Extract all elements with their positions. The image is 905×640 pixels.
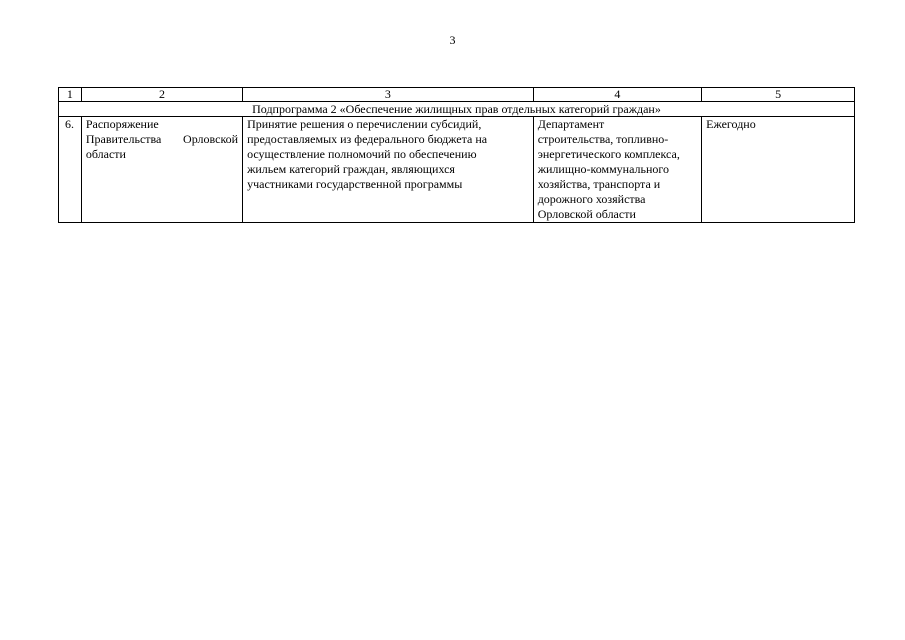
document-line: области bbox=[85, 147, 126, 161]
content-line: Принятие решения о перечислении субсидий, bbox=[247, 117, 482, 131]
executor-line: жилищно-коммунального bbox=[537, 162, 670, 176]
executor-line: Орловской области bbox=[537, 207, 636, 221]
header-col-3: 3 bbox=[243, 88, 534, 102]
header-col-2: 2 bbox=[81, 88, 242, 102]
content-line: участниками государственной программы bbox=[247, 177, 463, 191]
document-cell bbox=[81, 117, 242, 223]
page-number: 3 bbox=[449, 33, 456, 47]
content-line: жильем категорий граждан, являющихся bbox=[247, 162, 455, 176]
executor-line: хозяйства, транспорта и bbox=[537, 177, 661, 191]
executor-line: строительства, топливно- bbox=[537, 132, 669, 146]
table-header-row bbox=[59, 88, 855, 102]
executor-cell bbox=[533, 117, 701, 223]
document-word: Орловской bbox=[183, 132, 239, 146]
header-col-1: 1 bbox=[59, 88, 82, 102]
executor-line: Департамент bbox=[537, 117, 605, 131]
document-line bbox=[86, 132, 238, 147]
content-line: осуществление полномочий по обеспечению bbox=[247, 147, 477, 161]
document-line: Распоряжение bbox=[85, 117, 159, 131]
table-row bbox=[59, 117, 855, 223]
executor-line: дорожного хозяйства bbox=[537, 192, 646, 206]
document-word: Правительства bbox=[85, 132, 162, 146]
executor-line: энергетического комплекса, bbox=[537, 147, 680, 161]
header-col-5: 5 bbox=[702, 88, 855, 102]
subprogram-title: Подпрограмма 2 «Обеспечение жилищных прав отдельных категорий граждан» bbox=[59, 102, 855, 117]
content-line: предоставляемых из федерального бюджета на bbox=[247, 132, 488, 146]
frequency-cell: Ежегодно bbox=[702, 117, 855, 223]
content-cell bbox=[243, 117, 534, 223]
header-col-4: 4 bbox=[533, 88, 701, 102]
row-number: 6. bbox=[59, 117, 82, 223]
subprogram-row bbox=[59, 102, 855, 117]
documents-table bbox=[58, 87, 855, 223]
